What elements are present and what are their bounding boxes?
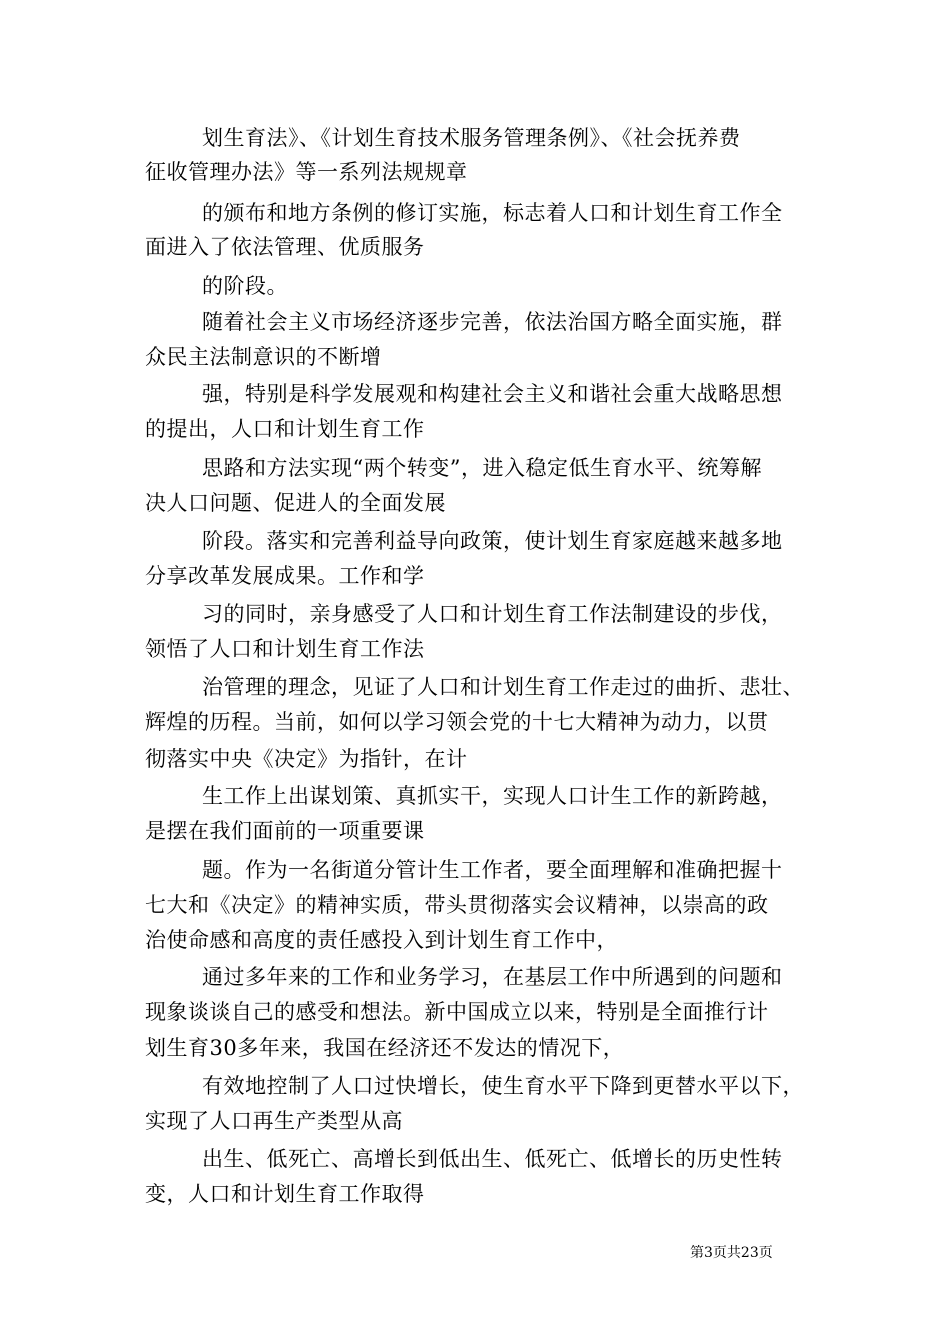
text-line: 有效地控制了人口过快增长，使生育水平下降到更替水平以下，: [202, 1074, 804, 1098]
text-line: 随着社会主义市场经济逐步完善，依法治国方略全面实施，群: [202, 310, 783, 334]
text-line: 征收管理办法》等一系列法规规章: [145, 160, 468, 184]
text-line: 现象谈谈自己的感受和想法。新中国成立以来，特别是全面推行计: [145, 1000, 769, 1024]
text-line: 变，人口和计划生育工作取得: [145, 1182, 425, 1206]
text-line: 七大和《决定》的精神实质，带头贯彻落实会议精神，以崇高的政: [145, 893, 769, 917]
text-line: 出生、低死亡、高增长到低出生、低死亡、低增长的历史性转: [202, 1147, 783, 1171]
text-line: 习的同时，亲身感受了人口和计划生育工作法制建设的步伐，: [202, 602, 783, 626]
text-line: 领悟了人口和计划生育工作法: [145, 637, 425, 661]
text-line: 决人口问题、促进人的全面发展: [145, 491, 446, 515]
text-line: 实现了人口再生产类型从高: [145, 1109, 403, 1133]
page-number: 第3页共23页: [690, 1245, 773, 1261]
text-line: 辉煌的历程。当前，如何以学习领会党的十七大精神为动力，以贯: [145, 710, 769, 734]
text-line: 治管理的理念，见证了人口和计划生育工作走过的曲折、悲壮、: [202, 675, 804, 699]
text-line: 的颁布和地方条例的修订实施，标志着人口和计划生育工作全: [202, 201, 783, 225]
text-line: 彻落实中央《决定》为指针，在计: [145, 747, 468, 771]
text-line: 阶段。落实和完善利益导向政策，使计划生育家庭越来越多地: [202, 529, 783, 553]
text-line: 众民主法制意识的不断增: [145, 345, 382, 369]
text-line: 生工作上出谋划策、真抓实干，实现人口计生工作的新跨越，: [202, 784, 783, 808]
text-line: 的提出，人口和计划生育工作: [145, 417, 425, 441]
text-line: 划生育法》、《计划生育技术服务管理条例》、《社会抚养费: [202, 126, 741, 150]
text-line: 面进入了依法管理、优质服务: [145, 235, 425, 259]
text-line: 治使命感和高度的责任感投入到计划生育工作中，: [145, 928, 618, 952]
text-line: 思路和方法实现“两个转变”，进入稳定低生育水平、统筹解: [202, 456, 762, 480]
text-line: 是摆在我们面前的一项重要课: [145, 819, 425, 843]
text-line: 题。作为一名街道分管计生工作者，要全面理解和准确把握十: [202, 858, 783, 882]
text-line: 分享改革发展成果。工作和学: [145, 564, 425, 588]
text-line: 的阶段。: [202, 274, 288, 298]
text-line: 强，特别是科学发展观和构建社会主义和谐社会重大战略思想: [202, 382, 783, 406]
text-line: 通过多年来的工作和业务学习，在基层工作中所遇到的问题和: [202, 965, 783, 989]
text-line: 划生育30多年来，我国在经济还不发达的情况下，: [145, 1036, 625, 1060]
